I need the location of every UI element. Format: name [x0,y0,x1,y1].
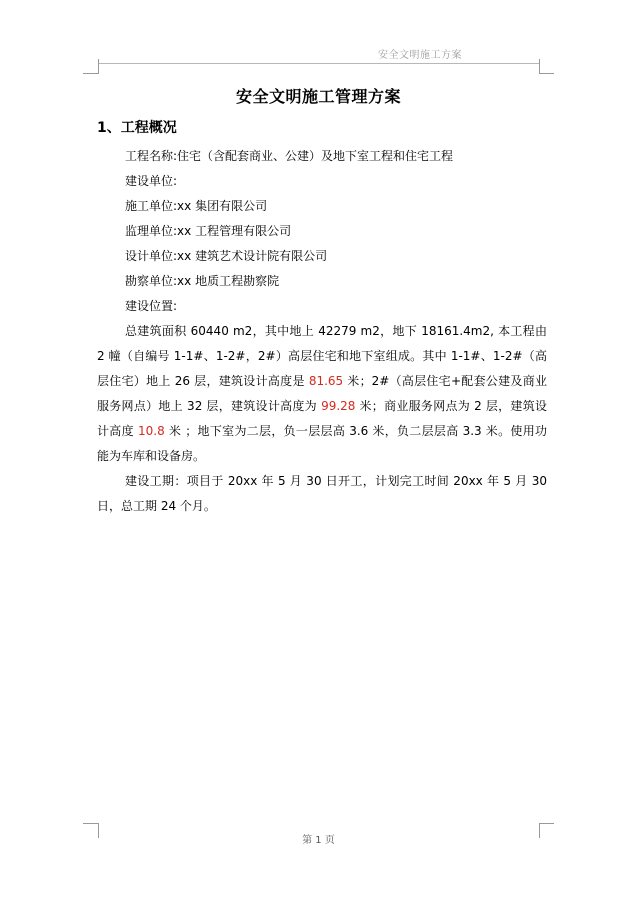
document-title: 安全文明施工管理方案 [235,87,401,106]
page-number: 第 1 页 [302,835,335,846]
field-label: 设计单位: [125,249,178,263]
field-project-name [125,148,453,165]
building-height-1: 81.65 [308,374,344,388]
corner-mark-top-left-h [83,73,98,74]
field-label: 勘察单位: [125,274,178,288]
running-header: 安全文明施工方案 [378,50,462,61]
field-label: 建设单位: [125,174,178,188]
field-value: xx 工程管理有限公司 [177,224,292,238]
overview-text-part2: 米；2#（高层住宅+配套公建及商业服务网点）地上 32 层，建筑设计高度为 [97,374,548,413]
field-label: 施工单位: [125,199,178,213]
field-value: xx 地质工程勘察院 [177,274,280,288]
field-value: 住宅（含配套商业、公建）及地下室工程和住宅工程 [177,149,454,163]
field-developer [125,173,177,190]
field-label: 建设位置: [125,299,178,313]
overview-text-part1: 总建筑面积 60440 m2，其中地上 42279 m2，地下 18161.4m2, 本工程由 2 幢（自编号 1-1#、1-2#，2#）高层住宅和地下室组成。其中 1-1#、1-2#（高层住宅）地上 26 层，建筑设计高度是 [97,324,547,388]
field-label: 工程名称: [125,149,178,163]
building-height-3: 10.8 [138,424,165,438]
overview-text-part4: 米 ；地下室为二层，负一层层高 3.6 米，负二层层高 3.3 米。使用功能为车库和设备房。 [97,424,547,463]
corner-mark-top-right-v [539,59,540,74]
section-heading: 1、工程概况 [97,120,177,136]
overview-text-part3: 米；商业服务网点为 2 层，建筑设计高度 [97,399,547,438]
corner-mark-bottom-left-h [83,823,98,824]
building-height-2: 99.28 [321,399,356,413]
field-supervisor [125,223,291,240]
field-surveyor [125,273,279,290]
corner-mark-top-left-v [98,59,99,74]
field-location [125,298,177,315]
corner-mark-bottom-right-h [539,823,554,824]
field-label: 监理单位: [125,224,178,238]
overview-paragraph [97,319,547,469]
field-contractor [125,198,267,215]
field-value: xx 集团有限公司 [177,199,268,213]
field-value: xx 建筑艺术设计院有限公司 [177,249,328,263]
field-designer [125,248,327,265]
corner-mark-top-right-h [539,73,554,74]
schedule-paragraph: 建设工期：项目于 20xx 年 5 月 30 日开工，计划完工时间 20xx 年 5 月 30 日，总工期 24 个月。 [97,474,547,513]
header-rule [98,63,539,64]
